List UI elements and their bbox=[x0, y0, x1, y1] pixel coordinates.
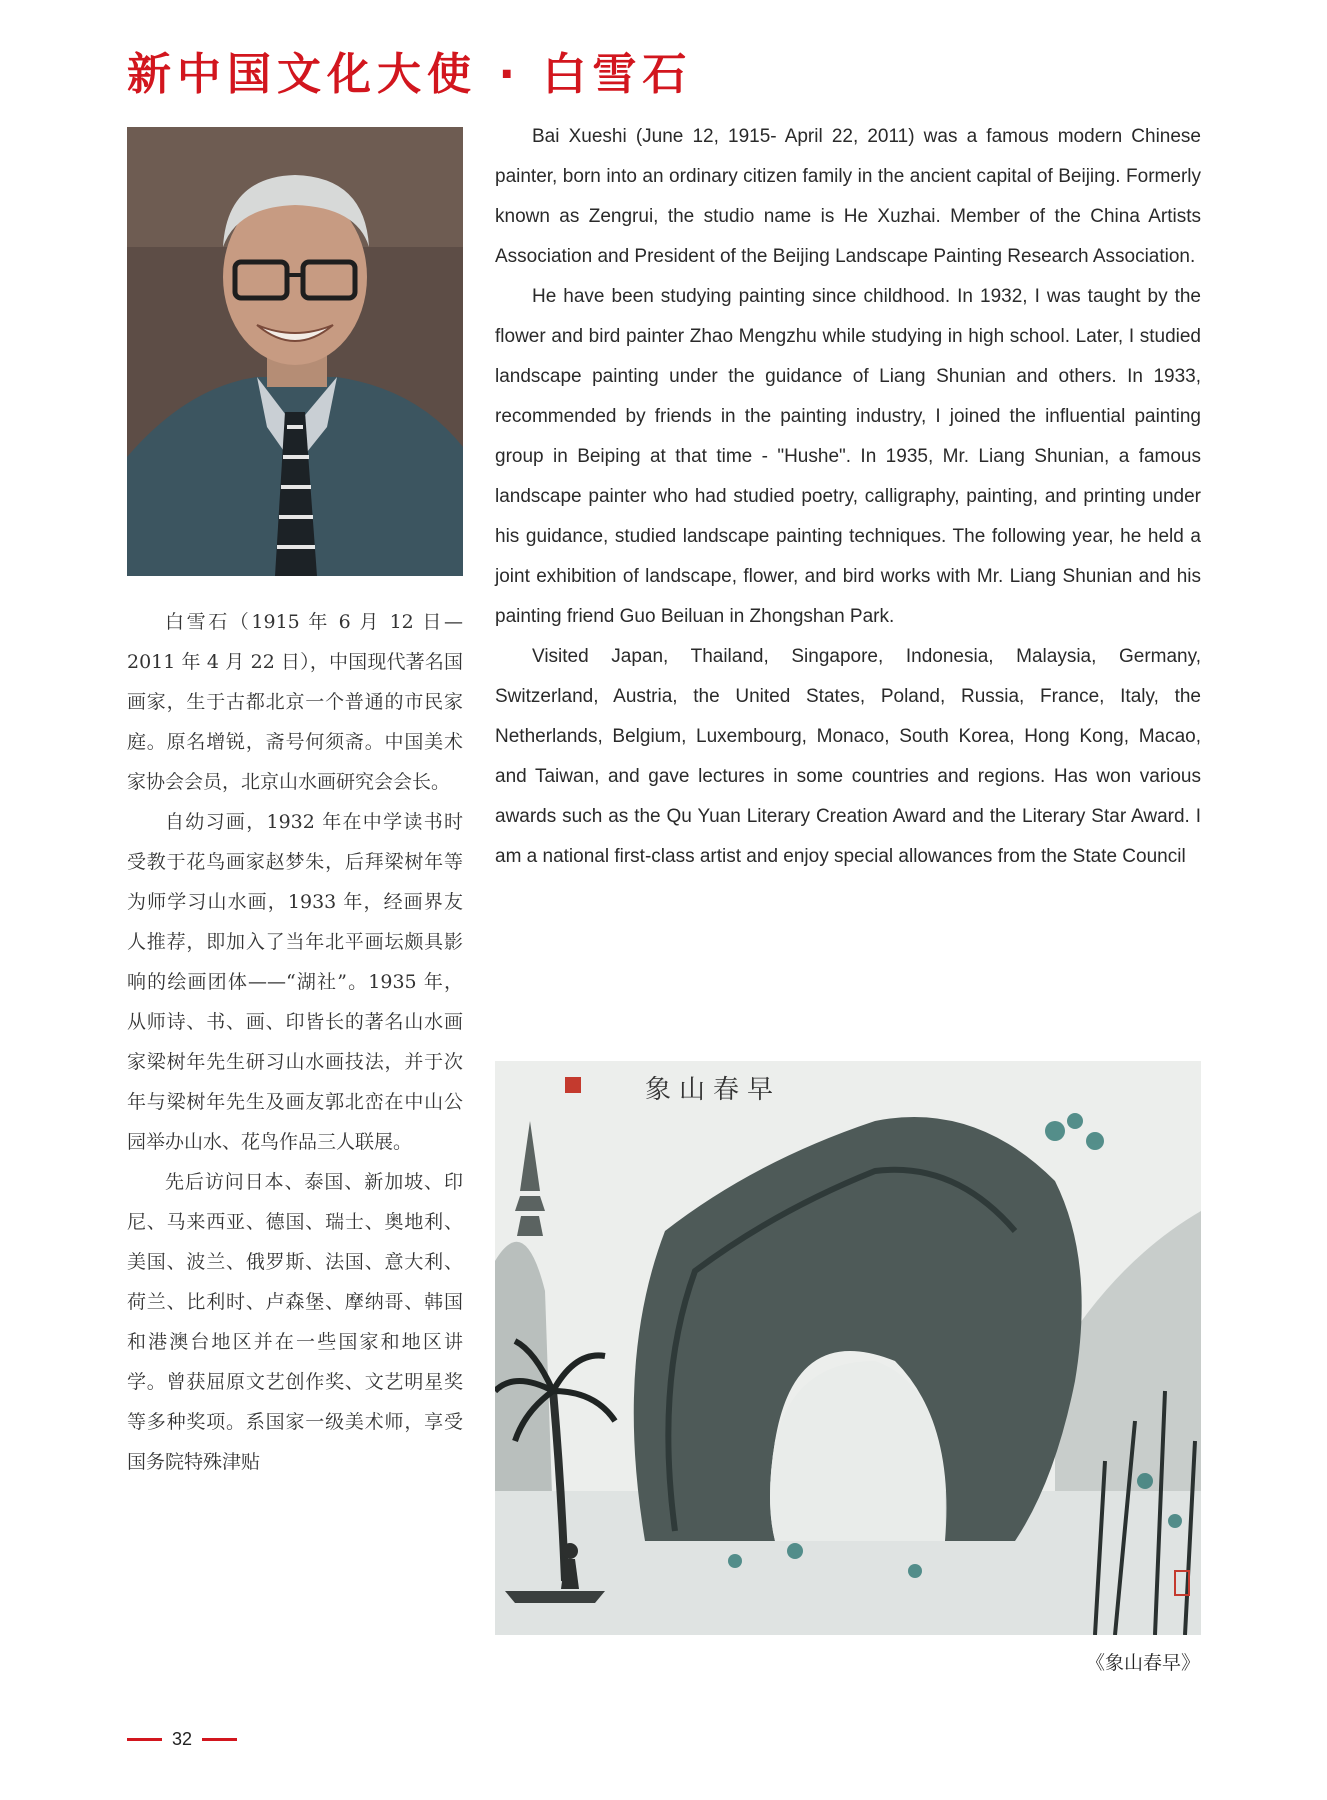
footer-rule-left bbox=[127, 1738, 162, 1741]
chinese-text-column bbox=[127, 602, 463, 1482]
landscape-painting bbox=[495, 1061, 1201, 1635]
painting-caption: 《象山春早》 bbox=[1085, 1652, 1200, 1674]
chinese-paragraph-1: 白雪石（1915 年 6 月 12 日— 2011 年 4 月 22 日），中国现代著名国画家，生于古都北京一个普通的市民家庭。原名增锐，斋号何须斋。中国美术家协会会员，北京山水画研究会会长。 bbox=[127, 611, 463, 793]
english-text-column bbox=[495, 117, 1201, 877]
page-title: 新中国文化大使 · 白雪石 bbox=[127, 49, 693, 100]
painting-inscription: 象山春早 bbox=[645, 1075, 782, 1105]
english-paragraph-2: He have been studying painting since childhood. In 1932, I was taught by the flower and bird painter Zhao Mengzhu while studying in high school. Later, I studied landscape painting under the guidance of Liang Shunian and others. In 1933, recommended by friends in the painting industry, I joined the influential painting group in Beiping at that time - "Hushe". In 1935, Mr. Liang Shunian, a famous landscape painter who had studied poetry, calligraphy, painting, and printing under his guidance, studied landscape painting techniques. The following year, he held a joint exhibition of landscape, flower, and bird works with Mr. Liang Shunian and his painting friend Guo Beiluan in Zhongshan Park. bbox=[495, 286, 1201, 627]
english-paragraph-1: Bai Xueshi (June 12, 1915- April 22, 2011) was a famous modern Chinese painter, born into an ordinary citizen family in the ancient capital of Beijing. Formerly known as Zengrui, the studio name is He Xuzhai. Member of the China Artists Association and President of the Beijing Landscape Painting Research Association. bbox=[495, 126, 1201, 267]
chinese-paragraph-3: 先后访问日本、泰国、新加坡、印尼、马来西亚、德国、瑞士、奥地利、美国、波兰、俄罗斯、法国、意大利、荷兰、比利时、卢森堡、摩纳哥、韩国和港澳台地区并在一些国家和地区讲学。曾获屈原文艺创作奖、文艺明星奖等多种奖项。系国家一级美术师，享受国务院特殊津贴 bbox=[127, 1171, 463, 1473]
portrait-illustration bbox=[127, 127, 463, 576]
page-number: 32 bbox=[171, 1728, 193, 1749]
page-number-footer bbox=[127, 1726, 237, 1752]
chinese-paragraph-2: 自幼习画，1932 年在中学读书时受教于花鸟画家赵梦朱，后拜梁树年等为师学习山水画，1933 年，经画界友人推荐，即加入了当年北平画坛颇具影响的绘画团体——“湖社”。1935 年，从师诗、书、画、印皆长的著名山水画家梁树年先生研习山水画技法，并于次年与梁树年先生及画友郭北峦在中山公园举办山水、花鸟作品三人联展。 bbox=[127, 811, 463, 1153]
footer-rule-right bbox=[202, 1738, 237, 1741]
portrait-photo bbox=[127, 127, 463, 576]
english-paragraph-3: Visited Japan, Thailand, Singapore, Indonesia, Malaysia, Germany, Switzerland, Austria, the United States, Poland, Russia, France, Italy, the Netherlands, Belgium, Luxembourg, Monaco, South Korea, Hong Kong, Macao, and Taiwan, and gave lectures in some countries and regions. Has won various awards such as the Qu Yuan Literary Creation Award and the Literary Star Award. I am a national first-class artist and enjoy special allowances from the State Council bbox=[495, 646, 1201, 867]
painting-illustration bbox=[495, 1061, 1201, 1635]
